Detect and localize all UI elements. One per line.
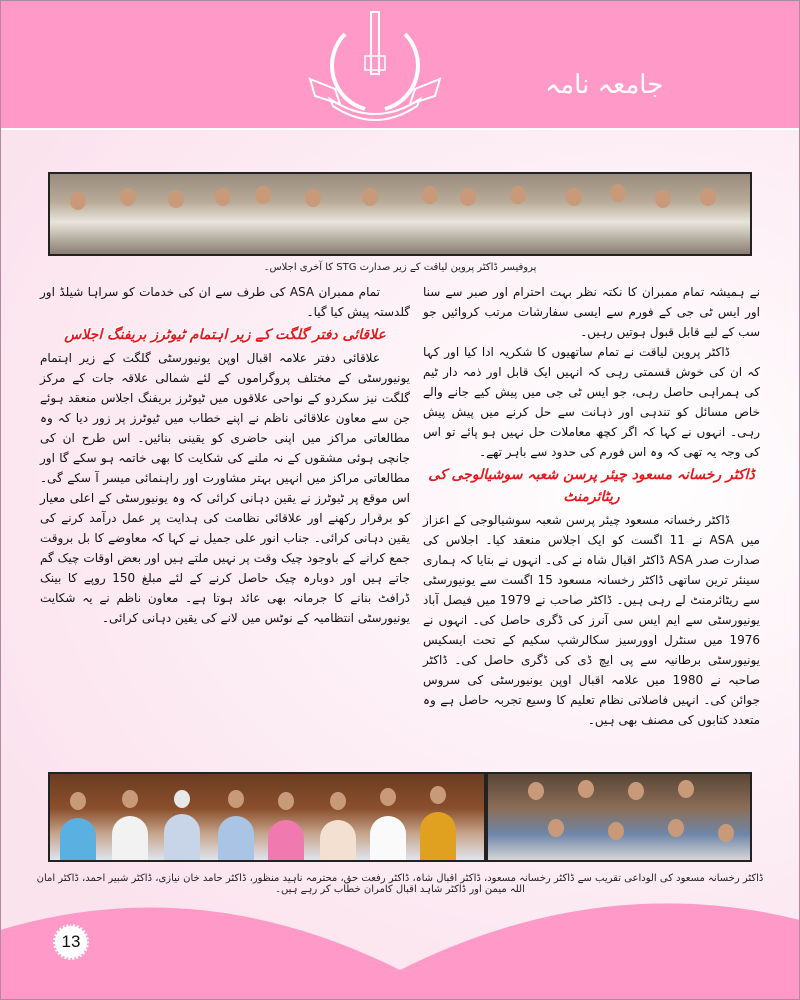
- paragraph: ڈاکٹر رخسانہ مسعود چیئر پرسن شعبہ سوشیالوجی کے اعزاز میں ASA نے 11 اگست کو ایک اجلاس منعقد کیا۔ اجلاس کی صدارت صدر ASA ڈاکٹر اقبال شاہ نے کی۔ انہوں نے بتایا کہ ہماری سینئر ترین ساتھی ڈاکٹر رخسانہ مسعود 15 اگست سے یونیورسٹی سے ریٹائرمنٹ لے رہی ہیں۔ ڈاکٹر صاحب نے 1979 میں فیصل آباد یونیورسٹی سے ایم ایس سی آنرز کی ڈگری حاصل کی۔ انہوں نے 1976 میں سنٹرل اوورسیز سکالرشپ سکیم کے تحت ایسکیس یونیورسٹی برطانیہ سے پی ایچ ڈی کی ڈگری حاصل کی۔ ڈاکٹر صاحبہ نے 1980 میں علامہ اقبال اوپن یونیورسٹی کی سروس جوائن کی۔ انہیں فاصلاتی نظام تعلیم کا وسیع تجربہ حاصل ہے وہ متعدد کتابوں کی مصنف بھی ہیں۔: [423, 513, 761, 727]
- page-header: [0, 0, 800, 130]
- paragraph: علاقائی دفتر علامہ اقبال اوپن یونیورسٹی گلگت کے زیر اہتمام یونیورسٹی کے مختلف پروگراموں کے لئے شمالی علاقہ جات کے مرکز گلگت نیز سکردو کے نواحی علاقوں میں ٹیوٹرز بریفنگ اجلاس منعقد ہوئے جن سے معاون علاقائی ناظم نے اپنے خطاب میں ٹیوٹرز پر زور دیا کہ وہ مطالعاتی مراکز میں اپنی حاضری کو یقینی بنائیں۔ اس طرح ان کی جانچی ہوئی مشقوں کے نہ ملنے کی شکایت کا بھی خاتمہ ہو سکے گا اور مطالعاتی مراکز میں انہیں بہتر مشاورت اور راہنمائی میسر آ سکے گی۔ اس موقع پر ٹیوٹرز نے یقین دہانی کرائی کہ وہ یونیورسٹی کے اعلی معیار کو برقرار رکھنے اور علاقائی نظامت کی ہدایت پر عمل درآمد کرنے کی یقین دہانی کرائی۔ جناب انور علی جمیل نے کہا کہ معاوضے کا بل بروقت جمع کرانے کے باوجود چیک وقت پر نہیں ملتے ہیں اور بعض اوقات چیک گم جاتے ہیں اور دوبارہ چیک حاصل کرنے کے لئے مبلغ 150 روپے کا بینک ڈرافٹ بنانے کا جرمانہ بھی عائد ہوتا ہے۔ معاون ناظم نے یہ شکایت یونیورسٹی انتظامیہ کے نوٹس میں لانے کی یقین دہانی کرائی۔: [40, 351, 410, 625]
- farewell-speakers-photo: [48, 772, 486, 862]
- section-heading: ڈاکٹر رخسانہ مسعود چیئر پرسن شعبہ سوشیالوجی کی ریٹائرمنٹ: [428, 467, 755, 505]
- university-logo: [305, 4, 445, 124]
- top-meeting-photo: [48, 172, 752, 256]
- farewell-audience-photo: [486, 772, 752, 862]
- paragraph: ڈاکٹر پروین لیاقت نے تمام ساتھیوں کا شکریہ ادا کیا اور کہا کہ ان کی خوش قسمتی رہی کہ انہیں ایک قابل اور ذمہ دار ٹیم کی ہمراہی حاصل رہی، جو ایس ٹی جی میں پیش کیے جانے والے خاص مسائل کو تندہی اور ذہانت سے حل کرنے میں پیش پیش رہی۔ انہوں نے کہا کہ اگر کچھ معاملات حل نہیں ہو پائے تو اس کی وجہ یہ تھی کہ وہ اس فورم کی حدود سے باہر تھے۔: [423, 345, 760, 459]
- section-heading: علاقائی دفتر گلگت کے زیر اہتمام ٹیوٹرز بریفنگ اجلاس: [64, 327, 386, 343]
- page-number: 13: [53, 924, 89, 960]
- top-photo-caption: پروفیسر ڈاکٹر پروین لیاقت کے زیر صدارت STG کا آخری اجلاس۔: [263, 262, 537, 273]
- left-column: [40, 282, 410, 628]
- magazine-title: جامعہ نامہ: [545, 70, 664, 100]
- bottom-photo-caption: ڈاکٹر رخسانہ مسعود کی الوداعی تقریب سے ڈاکٹر رخسانہ مسعود، ڈاکٹر اقبال شاہ، ڈاکٹر رفعت حق، محترمہ ناہید منظور، ڈاکٹر حامد خان نیازی، ڈاکٹر شبیر احمد، ڈاکٹر امان اللہ میمن اور ڈاکٹر شاہد اقبال کامران خطاب کر رہے ہیں۔: [36, 873, 764, 895]
- footer-wave: [0, 890, 800, 1000]
- paragraph: تمام ممبران ASA کی طرف سے ان کی خدمات کو سراہا شیلڈ اور گلدستہ پیش کیا گیا۔: [40, 285, 410, 319]
- right-column: [423, 282, 760, 730]
- paragraph: نے ہمیشہ تمام ممبران کا نکتہ نظر بہت احترام اور صبر سے سنا اور ایس ٹی جی کے فورم سے ایسی سفارشات مرتب کروائیں جو سب کے لیے قابل قبول ہوتیں رہیں۔: [423, 285, 760, 339]
